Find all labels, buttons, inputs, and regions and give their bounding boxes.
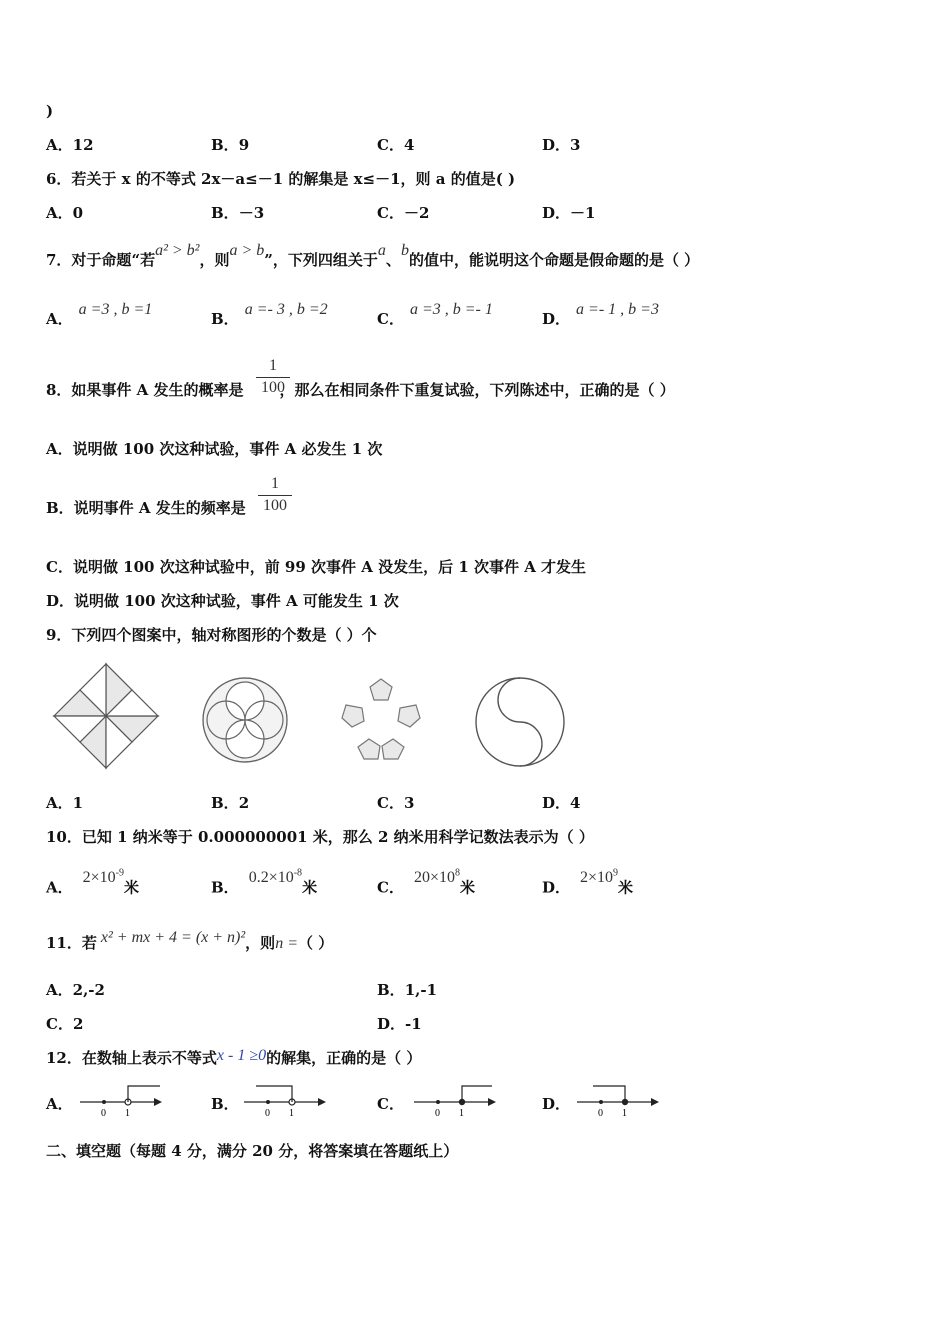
svg-text:1: 1 — [622, 1108, 627, 1119]
q9-stem: 9．下列四个图案中，轴对称图形的个数是（ ）个 — [46, 626, 377, 644]
q8-option-a: A．说明做 100 次这种试验，事件 A 必发生 1 次 — [46, 440, 383, 458]
q5-option-c: C．4 — [377, 136, 415, 154]
q11-option-b: B．1,-1 — [377, 981, 438, 999]
q12-numberline-d — [575, 1082, 661, 1120]
q8-option-b: B．说明事件 A 发生的频率是 — [46, 499, 246, 517]
q10-option-b: B．$0.2\times 10^{-8}$米 — [211, 868, 318, 897]
q7-condition: a² > b² — [155, 242, 200, 259]
q12-option-b-label: B． — [211, 1095, 239, 1113]
q12-stem: 12．在数轴上表示不等式x - 1 ≥0的解集，正确的是（ ） — [46, 1047, 422, 1067]
section-2-title: 二、填空题（每题 4 分，满分 20 分，将答案填在答题纸上） — [46, 1142, 459, 1160]
q11-option-a: A．2,-2 — [46, 981, 105, 999]
svg-text:0: 0 — [265, 1108, 270, 1119]
q12-option-a-label: A． — [46, 1095, 73, 1113]
yin-yang-curve-figure — [473, 675, 567, 769]
q8-option-b-fraction: $\frac{1}{100}$ — [258, 473, 292, 516]
pinwheel-figure — [50, 660, 162, 772]
q8-option-c: C．说明做 100 次这种试验中，前 99 次事件 A 没发生，后 1 次事件 A 才发生 — [46, 558, 587, 576]
svg-text:1: 1 — [125, 1108, 130, 1119]
svg-text:1: 1 — [459, 1108, 464, 1119]
q11-equation: x² + mx + 4 = (x + n)² — [100, 929, 246, 946]
svg-text:1: 1 — [289, 1108, 294, 1119]
q9-option-d: D．4 — [542, 794, 581, 812]
q11-option-d: D．-1 — [377, 1015, 422, 1033]
q7-stem: 7．对于命题“若a² > b²，则a > b”，下列四组关于a、b的值中，能说明这个命题是假命题的是（ ） — [46, 242, 700, 269]
q7-option-c: C．a =3 , b =- 1 — [377, 301, 493, 328]
svg-text:0: 0 — [598, 1108, 603, 1119]
q12-option-c-label: C． — [377, 1095, 404, 1113]
q11-stem: 11．若 x² + mx + 4 = (x + n)²，则n =（ ） — [46, 929, 334, 952]
q5-option-b: B．9 — [211, 136, 250, 154]
q5-option-a: A．12 — [46, 136, 94, 154]
q6-option-c: C．－2 — [377, 204, 430, 222]
q7-option-a: A．a =3 , b =1 — [46, 301, 153, 328]
q11-option-c: C．2 — [46, 1015, 84, 1033]
q12-option-d-label: D． — [542, 1095, 571, 1113]
q12-inequality: x - 1 ≥0 — [216, 1047, 267, 1064]
q9-option-a: A．1 — [46, 794, 84, 812]
four-circle-flower-figure — [200, 675, 290, 765]
q7-option-b: B．a =- 3 , b =2 — [211, 301, 328, 328]
q12-numberline-a — [78, 1082, 164, 1120]
q7-conclusion: a > b — [229, 242, 265, 259]
q6-option-b: B．－3 — [211, 204, 265, 222]
svg-text:0: 0 — [435, 1108, 440, 1119]
q10-option-a: A．$2\times 10^{-9}$米 — [46, 868, 140, 897]
svg-text:0: 0 — [101, 1108, 106, 1119]
q10-stem: 10．已知 1 纳米等于 0.000000001 米，那么 2 纳米用科学记数法表示为（ ） — [46, 828, 594, 846]
q9-option-b: B．2 — [211, 794, 250, 812]
q7-option-d: D．a =- 1 , b =3 — [542, 301, 659, 328]
q6-option-a: A．0 — [46, 204, 84, 222]
q5-option-d: D．3 — [542, 136, 581, 154]
q8-option-d: D．说明做 100 次这种试验，事件 A 可能发生 1 次 — [46, 592, 399, 610]
q12-numberline-c — [412, 1082, 498, 1120]
q5-paren: ) — [46, 102, 54, 120]
q12-numberline-b — [242, 1082, 328, 1120]
q6-option-d: D．－1 — [542, 204, 596, 222]
q8-fraction: $\frac{1}{100}$ — [256, 355, 290, 398]
q8-stem: 8．如果事件 A 发生的概率是 ，那么在相同条件下重复试验，下列陈述中，正确的是（ ） — [46, 381, 675, 399]
q10-option-c: C．$20\times 10^8$米 — [377, 868, 475, 897]
q6-stem: 6．若关于 x 的不等式 2x－a≤－1 的解集是 x≤－1，则 a 的值是( ) — [46, 170, 516, 188]
q10-option-d: D．$2\times 10^9$米 — [542, 868, 634, 897]
pentagon-ring-figure — [336, 675, 426, 765]
q9-option-c: C．3 — [377, 794, 415, 812]
